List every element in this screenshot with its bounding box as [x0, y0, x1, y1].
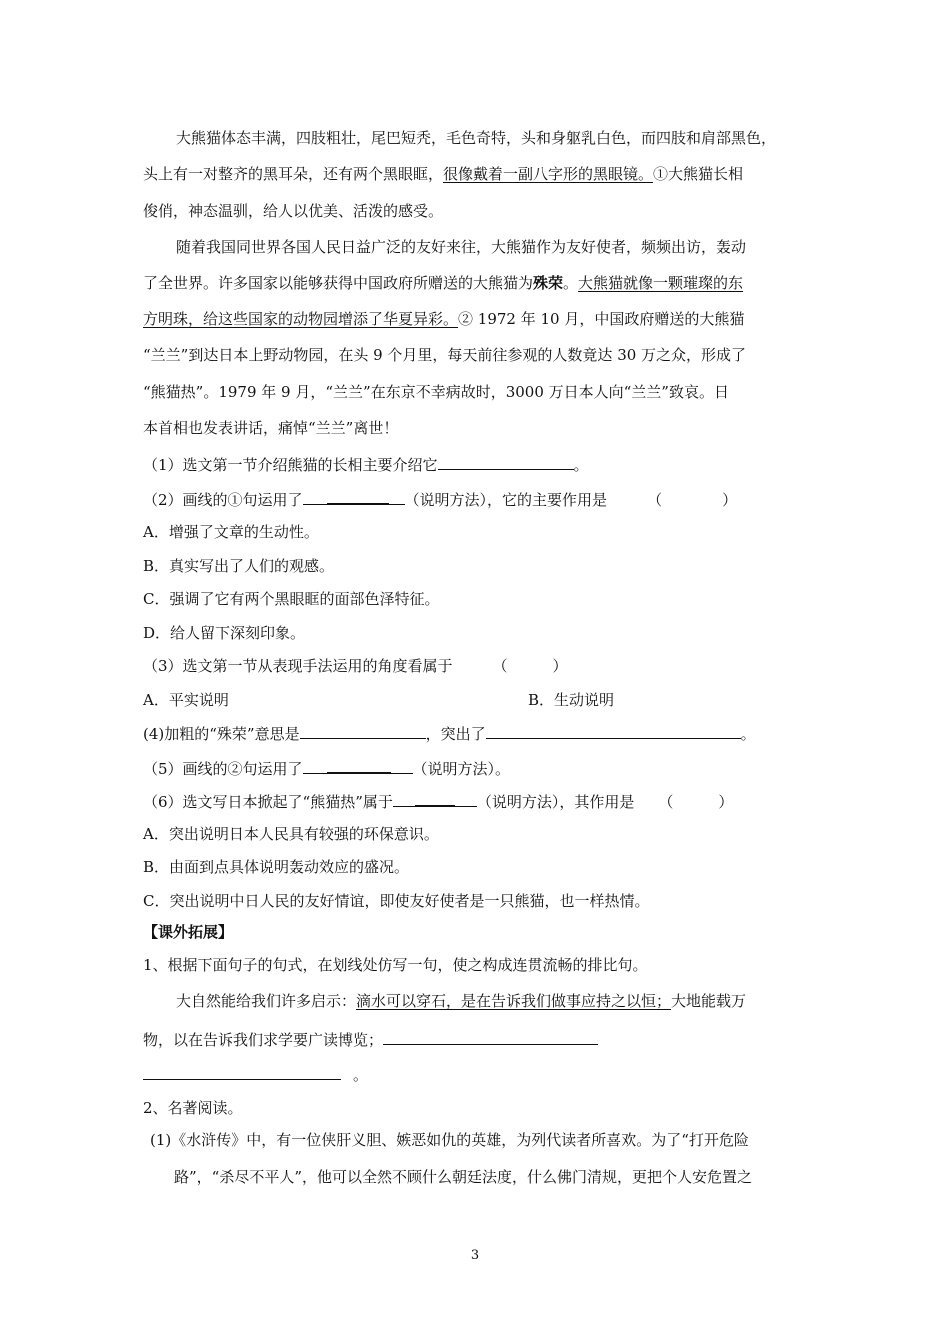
- text: A．平实说明: [143, 691, 229, 709]
- question-3: [143, 656, 568, 676]
- passage-p2-line6: [143, 418, 398, 438]
- text: 【课外拓展】: [143, 923, 234, 941]
- passage-p2-line4: [143, 345, 746, 365]
- text: （说明方法），其作用是: [476, 793, 635, 811]
- text: 随着我国同世界各国人民日益广泛的友好来往，大熊猫作为友好使者，频频出访，轰动: [176, 238, 747, 256]
- text: 头上有一对整齐的黑耳朵，还有两个黑眼眶，: [143, 165, 444, 183]
- text: 本首相也发表讲话，痛悼“兰兰”离世！: [143, 419, 399, 437]
- text: 大自然能给我们许多启示：: [176, 992, 357, 1010]
- underlined-sentence-2: 大熊猫就像一颗璀璨的东: [578, 274, 744, 292]
- text: 大熊猫体态丰满，四肢粗壮，尾巴短秃，毛色奇特，头和身躯乳白色，而四肢和肩部黑色，: [176, 129, 777, 147]
- question-1: [143, 454, 589, 475]
- bold-word: 殊荣: [533, 274, 564, 292]
- text: C．强调了它有两个黑眼眶的面部色泽特征。: [143, 590, 440, 608]
- text: （说明方法）。: [412, 760, 511, 778]
- text: (4)加粗的“殊荣”意思是: [143, 725, 300, 743]
- answer-blank-imitation-1[interactable]: [383, 1029, 598, 1045]
- text: 了全世界。许多国家以能够获得中国政府所赠送的大熊猫为: [143, 274, 534, 292]
- choice-paren-q6[interactable]: （ ）: [658, 793, 734, 811]
- passage-p1-line2: [143, 164, 743, 184]
- text: C．突出说明中日人民的友好情谊，即使友好使者是一只熊猫，也一样热情。: [143, 892, 650, 910]
- text: 俊俏，神态温驯，给人以优美、活泼的感受。: [143, 202, 444, 220]
- question-4: [143, 723, 756, 744]
- q6-option-a: [143, 824, 439, 844]
- text: ，突出了: [425, 725, 486, 743]
- passage-p2-line1: [176, 237, 746, 257]
- answer-blank-q2b[interactable]: [327, 488, 389, 505]
- answer-blank-q6c[interactable]: [455, 791, 477, 807]
- passage-p2-line5: [143, 382, 729, 402]
- answer-blank-q4a[interactable]: [300, 723, 426, 739]
- answer-blank-q6b[interactable]: [415, 790, 455, 807]
- q3-option-a: [143, 690, 229, 710]
- text: B．由面到点具体说明轰动效应的盛况。: [143, 858, 410, 876]
- text: “熊猫热”。1979 年 9 月，“兰兰”在东京不幸病故时，3000 万日本人向“兰兰”致哀。日: [143, 383, 729, 401]
- q2-option-d: [143, 623, 305, 643]
- text: （3）选文第一节从表现手法运用的角度看属于: [143, 657, 453, 675]
- underlined-sentence-2-cont: 方明珠，给这些国家的动物园增添了华夏异彩。: [143, 310, 459, 328]
- text: A．增强了文章的生动性。: [143, 523, 319, 541]
- text: （2）画线的①句运用了: [143, 491, 303, 509]
- text: 物，以在告诉我们求学要广读博览；: [143, 1031, 384, 1049]
- extension-task-1-line1: [176, 991, 746, 1011]
- text: （1）选文第一节介绍熊猫的长相主要介绍它: [143, 456, 438, 474]
- choice-paren-q3[interactable]: （ ）: [492, 657, 568, 675]
- text: ② 1972 年 10 月，中国政府赠送的大熊猫: [458, 310, 745, 328]
- text: 。: [563, 274, 579, 292]
- extension-task-1-line3: [143, 1064, 368, 1085]
- choice-paren-q2[interactable]: （ ）: [647, 491, 738, 509]
- q2-option-b: [143, 556, 334, 576]
- extension-task-1: [143, 955, 648, 975]
- text: 。: [353, 1066, 369, 1084]
- q2-option-a: [143, 522, 319, 542]
- text: 路”，“杀尽不平人”，他可以全然不顾什么朝廷法度，什么佛门清规，更把个人安危置之: [174, 1168, 753, 1186]
- text: 1、根据下面句子的句式，在划线处仿写一句，使之构成连贯流畅的排比句。: [143, 956, 648, 974]
- passage-p2-line2: [143, 273, 743, 293]
- answer-blank-q2a[interactable]: [303, 489, 327, 505]
- q6-option-c: [143, 891, 649, 911]
- text: 。: [740, 725, 756, 743]
- answer-blank-q5b[interactable]: [327, 757, 391, 774]
- text: D．给人留下深刻印象。: [143, 624, 306, 642]
- extension-task-2-line1: [150, 1130, 749, 1150]
- underlined-example-sentence: 滴水可以穿石，是在告诉我们做事应持之以恒；: [356, 992, 672, 1010]
- answer-blank-imitation-2[interactable]: [143, 1064, 341, 1080]
- text: 大地能载万: [671, 992, 747, 1010]
- text: （6）选文写日本掀起了“熊猫热”属于: [143, 793, 393, 811]
- question-5: [143, 757, 510, 779]
- text: （5）画线的②句运用了: [143, 760, 303, 778]
- answer-blank-q2c[interactable]: [389, 489, 405, 505]
- text: B．真实写出了人们的观感。: [143, 557, 335, 575]
- q6-option-b: [143, 857, 409, 877]
- passage-p1-line3: [143, 201, 443, 221]
- text: ①大熊猫长相: [653, 165, 744, 183]
- answer-blank-q6a[interactable]: [393, 791, 415, 807]
- text: “兰兰”到达日本上野动物园，在头 9 个月里，每天前往参观的人数竟达 30 万之众，形成了: [143, 346, 747, 364]
- answer-blank-q5c[interactable]: [391, 758, 413, 774]
- question-2: [143, 488, 737, 510]
- question-6: [143, 790, 733, 812]
- text: 2、名著阅读。: [143, 1099, 243, 1117]
- extension-task-1-line2: [143, 1029, 598, 1050]
- extension-task-2-line2: [174, 1167, 752, 1187]
- page-number: 3: [470, 1248, 480, 1263]
- text: 。: [573, 456, 589, 474]
- extension-task-2: [143, 1098, 243, 1118]
- text: （说明方法），它的主要作用是: [404, 491, 608, 509]
- text: A．突出说明日本人民具有较强的环保意识。: [143, 825, 439, 843]
- q2-option-c: [143, 589, 439, 609]
- passage-p2-line3: [143, 309, 744, 329]
- underlined-sentence-1: 很像戴着一副八字形的黑眼镜。: [443, 165, 654, 183]
- section-heading-extension: [143, 922, 233, 942]
- answer-blank-q4b[interactable]: [486, 723, 741, 739]
- q3-option-b: [528, 690, 614, 710]
- answer-blank-q1[interactable]: [438, 454, 574, 470]
- text: B．生动说明: [528, 691, 615, 709]
- answer-blank-q5a[interactable]: [303, 758, 327, 774]
- text: (1)《水浒传》中，有一位侠肝义胆、嫉恶如仇的英雄，为列代读者所喜欢。为了“打开危险: [150, 1131, 749, 1149]
- passage-p1-line1: [176, 128, 776, 148]
